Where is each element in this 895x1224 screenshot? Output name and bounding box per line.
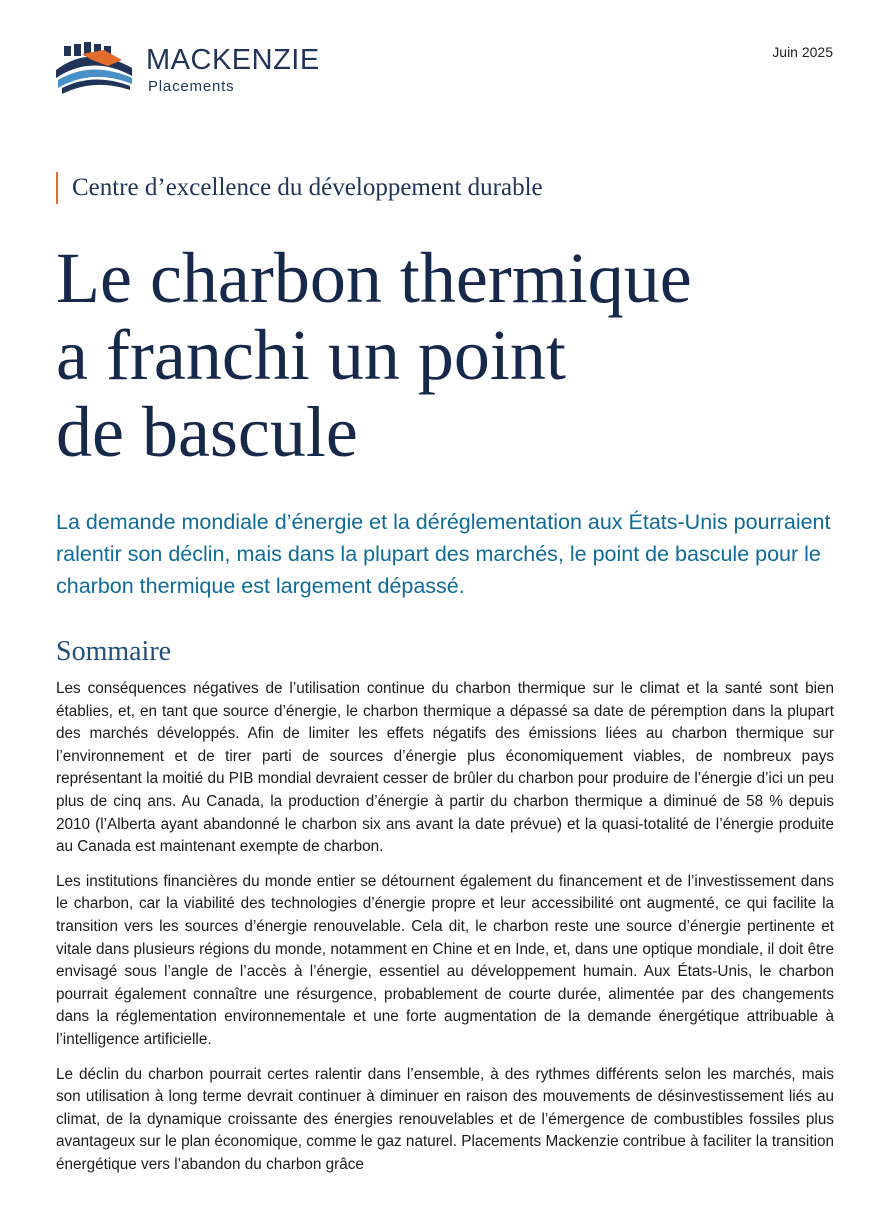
title-line: Le charbon thermique — [56, 238, 692, 318]
page-title — [56, 240, 856, 471]
summary-heading: Sommaire — [56, 636, 172, 667]
publication-date: Juin 2025 — [772, 44, 833, 60]
title-line: a franchi un point — [56, 315, 566, 395]
title-line: de bascule — [56, 392, 358, 472]
subtitle: La demande mondiale d’énergie et la déréglementation aux États-Unis pourraient ralentir son déclin, mais dans la plupart des marchés, le point de bascule pour le charbon thermique est largement dépassé. — [56, 510, 831, 598]
summary-paragraph: Les institutions financières du monde entier se détournent également du financement et de l’investissement dans le charbon, car la viabilité des technologies d’énergie propre et leur accessibilité ont augmenté, ce qui facilite la transition vers les sources d’énergie renouvelable. Cela dit, le charbon reste une source d’énergie pertinente et vitale dans plusieurs régions du monde, notamment en Chine et en Inde, et, dans une optique mondiale, il doit être envisagé sous l’angle de l’accès à l’énergie, essentiel au développement humain. Aux États-Unis, le charbon pourrait également connaître une résurgence, probablement de courte durée, alimentée par des changements dans la réglementation environnementale et une forte augmentation de la demande énergétique attribuable à l’intelligence artificielle. — [56, 872, 834, 1048]
mackenzie-logo — [52, 38, 352, 102]
section-label: Centre d’excellence du développement durable — [56, 172, 543, 204]
summary-paragraph: Les conséquences négatives de l’utilisation continue du charbon thermique sur le climat et la santé sont bien établies, et, en tant que source d’énergie, le charbon thermique a dépassé sa date de péremption dans la plupart des marchés développés. Afin de limiter les effets négatifs des émissions liées au charbon thermique sur l’environnement et de tirer parti de sources d’énergie plus économiquement viables, de nombreux pays représentant la moitié du PIB mondial devraient cesser de brûler du charbon pour produire de l’énergie d’ici un peu plus de cinq ans. Au Canada, la production d’énergie à partir du charbon thermique a diminué de 58 % depuis 2010 (l’Alberta ayant abandonné le charbon six ans avant la date prévue) et la quasi-totalité de l’énergie produite au Canada est maintenant exempte de charbon. — [56, 680, 834, 856]
summary-paragraph: Le déclin du charbon pourrait certes ralentir dans l’ensemble, à des rythmes différents selon les marchés, mais son utilisation à long terme devrait continuer à diminuer en raison des mouvements de désinvestissement liés au climat, de la dynamique croissante des énergies renouvelables et de l’émergence de combustibles fossiles plus avantageux sur le plan économique, comme le gaz naturel. Placements Mackenzie contribue à faciliter la transition énergétique vers l’abandon du charbon grâce — [56, 1065, 834, 1173]
brand-subtitle: Placements — [148, 78, 235, 95]
mackenzie-logo-icon — [52, 42, 136, 94]
brand-name: MACKENZIE — [146, 44, 320, 76]
summary-body — [56, 678, 834, 1188]
